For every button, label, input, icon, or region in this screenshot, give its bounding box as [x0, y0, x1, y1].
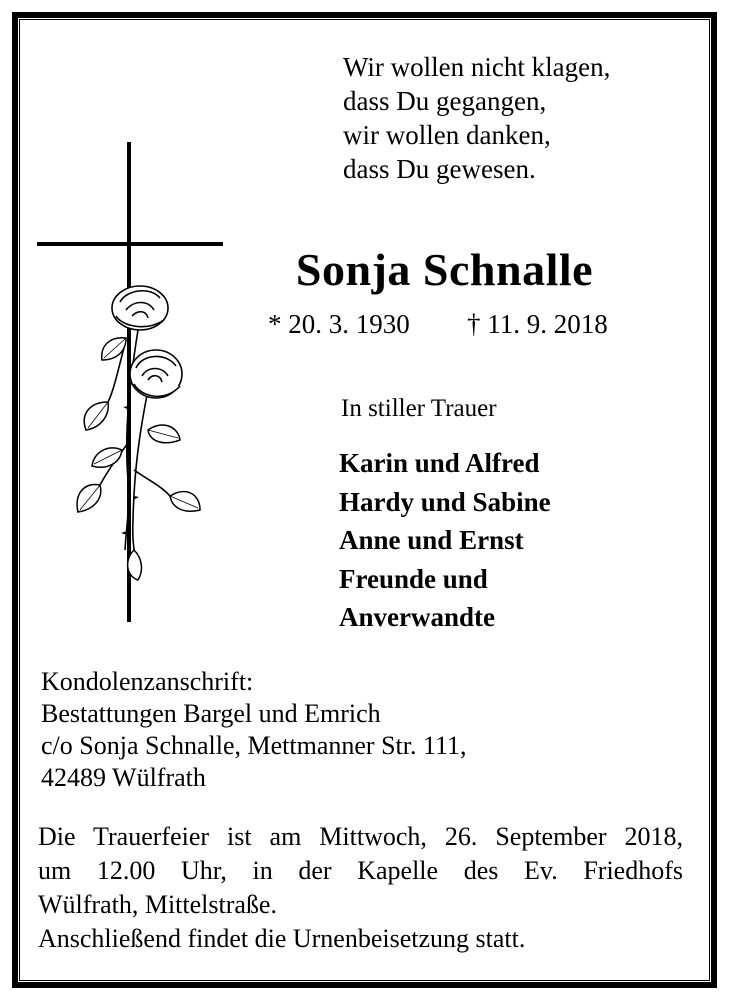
mourner-entry: Anne und Ernst — [339, 525, 524, 555]
ceremony-line: Wülfrath, Mittelstraße. — [38, 890, 277, 919]
poem-line: dass Du gegangen, — [343, 86, 547, 116]
cross-with-roses-icon — [30, 140, 230, 630]
mourning-intro: In stiller Trauer — [341, 395, 497, 422]
birth-date: * 20. 3. 1930 — [268, 309, 410, 339]
death-date: † 11. 9. 2018 — [467, 309, 608, 339]
ceremony-line: Anschließend findet die Urnenbeisetzung statt. — [38, 924, 526, 953]
mourner-entry: Freunde und — [339, 563, 488, 594]
poem-line: Wir wollen nicht klagen, — [343, 52, 611, 82]
ceremony-notice — [38, 820, 683, 956]
mourner-entry: Anverwandte — [339, 602, 495, 632]
mourner-entry: Karin und Alfred — [339, 448, 540, 478]
mourner-entry: Hardy und Sabine — [339, 486, 551, 517]
poem-line: wir wollen danken, — [343, 120, 551, 150]
address-line: 42489 Wülfrath — [41, 763, 206, 792]
deceased-name: Sonja Schnalle — [295, 244, 594, 295]
ceremony-line: um 12.00 Uhr, in der Kapelle des Ev. Friedhofs — [38, 856, 683, 885]
poem — [343, 50, 610, 186]
address-line: Kondolenzanschrift: — [41, 667, 254, 696]
mourners-list — [339, 444, 551, 637]
address-line: Bestattungen Bargel und Emrich — [41, 699, 381, 728]
ceremony-line: Die Trauerfeier ist am Mittwoch, 26. September 2018, — [38, 822, 683, 851]
condolence-address — [41, 666, 467, 794]
poem-line: dass Du gewesen. — [343, 154, 536, 184]
address-line: c/o Sonja Schnalle, Mettmanner Str. 111, — [41, 731, 467, 760]
